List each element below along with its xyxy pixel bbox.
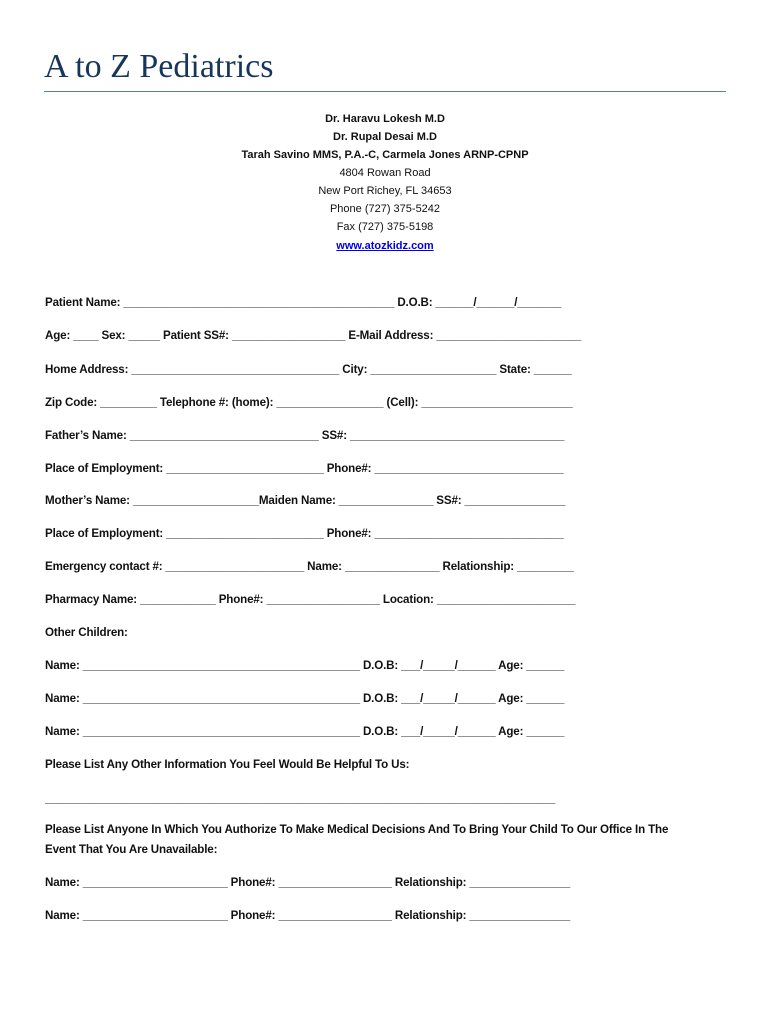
father-name-line[interactable]: Father’s Name: ______________________________ SS#: __________________________________: [45, 429, 565, 442]
doctor-2: Dr. Rupal Desai M.D: [333, 131, 437, 143]
authorized-persons-heading: Please List Anyone In Which You Authorize To Make Medical Decisions And To Bring Your Child To Our Office In The: [45, 823, 669, 836]
age-sex-ss-email-line[interactable]: Age: ____ Sex: _____ Patient SS#: __________________ E-Mail Address: _______________________: [45, 329, 582, 342]
authorized-person-line-1[interactable]: Name: _______________________ Phone#: __________________ Relationship: ________________: [45, 876, 571, 889]
city-state-zip: New Port Richey, FL 34653: [318, 185, 452, 197]
pharmacy-line[interactable]: Pharmacy Name: ____________ Phone#: __________________ Location: ______________________: [45, 593, 576, 606]
child-line-3[interactable]: Name: ____________________________________________ D.O.B: ___/_____/______ Age: ______: [45, 725, 565, 738]
fax-number: Fax (727) 375-5198: [336, 221, 434, 233]
phone-number: Phone (727) 375-5242: [329, 203, 441, 215]
website-link[interactable]: www.atozkidz.com: [336, 240, 434, 252]
child-line-1[interactable]: Name: ____________________________________________ D.O.B: ___/_____/______ Age: ______: [45, 659, 565, 672]
father-employment-line[interactable]: Place of Employment: _________________________ Phone#: ______________________________: [45, 462, 564, 475]
doctor-1: Dr. Haravu Lokesh M.D: [325, 113, 445, 125]
emergency-contact-line[interactable]: Emergency contact #: ______________________ Name: _______________ Relationship: _________: [45, 560, 574, 573]
other-children-heading: Other Children:: [45, 626, 128, 639]
mother-name-line[interactable]: Mother’s Name: ____________________Maiden Name: _______________ SS#: ________________: [45, 494, 566, 507]
document-title: A to Z Pediatrics: [44, 48, 274, 85]
title-divider: [44, 91, 726, 92]
child-line-2[interactable]: Name: ____________________________________________ D.O.B: ___/_____/______ Age: ______: [45, 692, 565, 705]
other-info-heading: Please List Any Other Information You Feel Would Be Helpful To Us:: [45, 758, 410, 771]
street-address: 4804 Rowan Road: [339, 167, 431, 179]
patient-name-line[interactable]: Patient Name: ___________________________________________ D.O.B: ______/______/_______: [45, 296, 562, 309]
authorized-person-line-2[interactable]: Name: _______________________ Phone#: __________________ Relationship: ________________: [45, 909, 571, 922]
zip-telephone-line[interactable]: Zip Code: _________ Telephone #: (home): _________________ (Cell): ________________________: [45, 396, 573, 409]
authorized-persons-heading-cont: Event That You Are Unavailable:: [45, 843, 218, 856]
staff-line: Tarah Savino MMS, P.A.-C, Carmela Jones ARNP-CPNP: [241, 149, 529, 161]
home-address-line[interactable]: Home Address: _________________________________ City: ____________________ State: ______: [45, 363, 572, 376]
other-info-line[interactable]: _________________________________________________________________________________: [45, 792, 556, 805]
mother-employment-line[interactable]: Place of Employment: _________________________ Phone#: ______________________________: [45, 527, 564, 540]
